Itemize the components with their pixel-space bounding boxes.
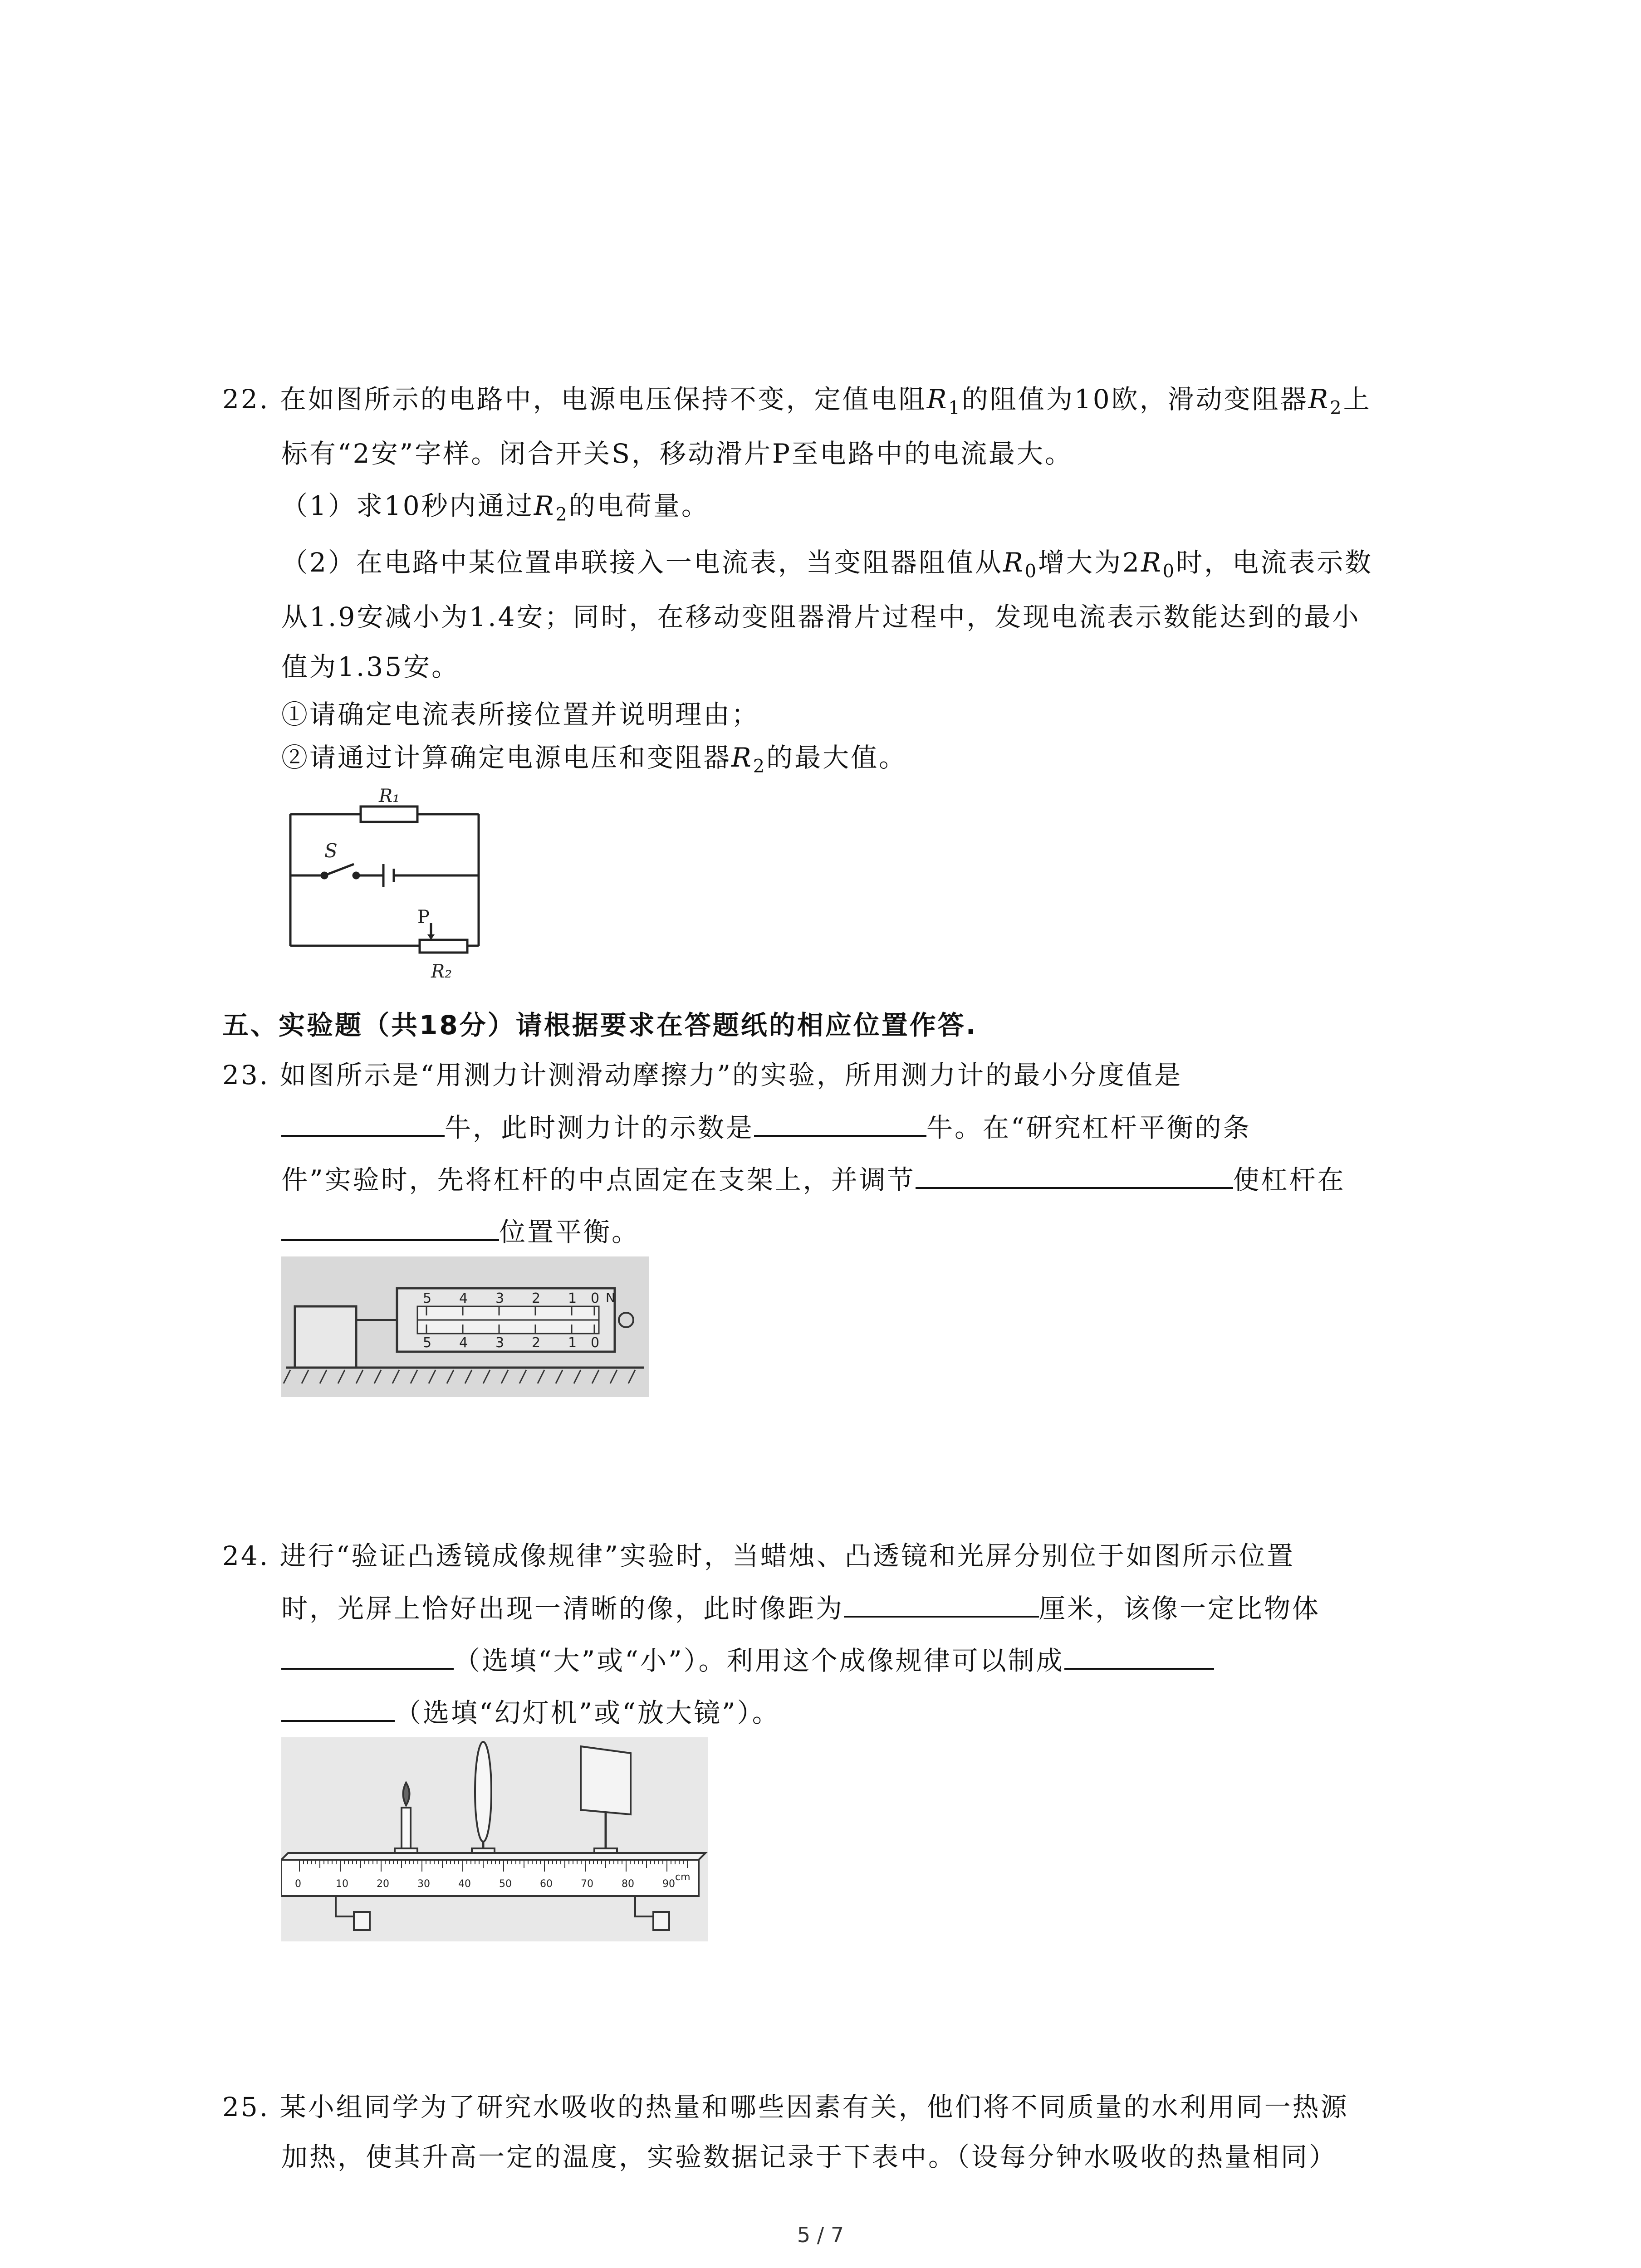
resistor-r1 (361, 807, 417, 822)
label-s: S (324, 840, 338, 862)
q23-line-4: 位置平衡。 (281, 1211, 640, 1250)
q22-line-5: 从1.9安减小为1.4安；同时，在移动变阻器滑片过程中，发现电流表示数能达到的最小 (281, 601, 1361, 632)
q23-blank-4[interactable] (281, 1211, 499, 1241)
ruler-label: 50 (499, 1878, 512, 1890)
q24-blank-4[interactable] (281, 1692, 395, 1722)
scale-top-label: 2 (532, 1290, 541, 1306)
ruler-label: 90 (662, 1878, 675, 1890)
scale-bottom-label: 0 (591, 1335, 600, 1351)
q22-line-8: ②请通过计算确定电源电压和变阻器$R_2$的最大值。 (281, 742, 907, 777)
bench-ruler (281, 1860, 699, 1896)
ruler-label: 0 (295, 1878, 301, 1890)
q23-blank-2[interactable] (754, 1107, 926, 1137)
ruler-label: 20 (377, 1878, 389, 1890)
wood-block (295, 1306, 356, 1368)
section-5-heading: 五、实验题（共18分）请根据要求在答题纸的相应位置作答. (222, 1010, 978, 1041)
ruler-label: 60 (540, 1878, 553, 1890)
circuit-diagram (281, 785, 490, 989)
spring-scale-figure (281, 1256, 649, 1397)
ruler-unit: cm (675, 1872, 691, 1883)
q22-line-7: ①请确定电流表所接位置并说明理由； (281, 699, 760, 730)
q23-line-1: 23. 如图所示是“用测力计测滑动摩擦力”的实验，所用测力计的最小分度值是 (222, 1060, 1182, 1090)
candle (402, 1783, 411, 1848)
scale-bottom-label: 3 (495, 1335, 505, 1351)
scale-bottom-label: 1 (568, 1335, 577, 1351)
q24-line-2: 时，光屏上恰好出现一清晰的像，此时像距为 厘米，该像一定比物体 (281, 1588, 1320, 1627)
label-r1: R₁ (379, 786, 400, 807)
q22-line-4: （2）在电路中某位置串联接入一电流表，当变阻器阻值从$R_0$增大为$2R_0$时，电流表示数 (281, 547, 1373, 582)
q24-blank-3[interactable] (1064, 1640, 1214, 1670)
scale-bottom-label: 4 (459, 1335, 468, 1351)
q24-line-3: （选填“大”或“小”）。利用这个成像规律可以制成 (281, 1640, 1214, 1679)
ruler-label: 30 (417, 1878, 430, 1890)
q25-line-1: 25. 某小组同学为了研究水吸收的热量和哪些因素有关，他们将不同质量的水利用同一热源 (222, 2092, 1349, 2122)
ruler-label: 40 (458, 1878, 471, 1890)
light-screen (581, 1746, 631, 1814)
q25-line-2: 加热，使其升高一定的温度，实验数据记录于下表中。（设每分钟水吸收的热量相同） (281, 2141, 1337, 2172)
page-number: 5 / 7 (797, 2223, 844, 2247)
scale-bottom-label: 5 (423, 1335, 432, 1351)
q23-blank-1[interactable] (281, 1107, 445, 1137)
q22-line-1: 22. 在如图所示的电路中，电源电压保持不变，定值电阻$R_1$的阻值为10欧，滑动变阻器$R_2$上 (222, 384, 1372, 419)
q23-blank-3[interactable] (916, 1159, 1233, 1189)
q23-line-3: 件”实验时，先将杠杆的中点固定在支架上，并调节 使杠杆在 (281, 1159, 1346, 1198)
ruler-label: 10 (336, 1878, 348, 1890)
q22-line-6: 值为1.35安。 (281, 651, 460, 682)
q23-line-2: 牛，此时测力计的示数是 牛。在“研究杠杆平衡的条 (281, 1107, 1251, 1146)
scale-top-label: 0 (591, 1290, 600, 1306)
label-r2: R₂ (431, 961, 452, 982)
optical-bench-figure (281, 1737, 708, 1941)
scale-top-label: 1 (568, 1290, 577, 1306)
ruler-label: 70 (581, 1878, 593, 1890)
scale-top-label: 5 (423, 1290, 432, 1306)
scale-top-label: 3 (495, 1290, 505, 1306)
q24-blank-2[interactable] (281, 1640, 454, 1670)
scale-unit: N (606, 1290, 615, 1305)
scale-bottom-label: 2 (532, 1335, 541, 1351)
scale-top-label: 4 (459, 1290, 468, 1306)
q22-line-3: （1）求10秒内通过$R_2$的电荷量。 (281, 490, 710, 525)
ruler-label: 80 (622, 1878, 634, 1890)
label-p: P (417, 907, 430, 928)
q24-blank-1[interactable] (844, 1588, 1039, 1618)
q22-line-2: 标有“2安”字样。闭合开关S，移动滑片P至电路中的电流最大。 (281, 438, 1073, 469)
q24-line-1: 24. 进行“验证凸透镜成像规律”实验时，当蜡烛、凸透镜和光屏分别位于如图所示位置 (222, 1540, 1295, 1571)
resistor-r2 (420, 940, 467, 953)
q24-line-4: （选填“幻灯机”或“放大镜”）。 (281, 1692, 780, 1731)
convex-lens (475, 1742, 491, 1842)
